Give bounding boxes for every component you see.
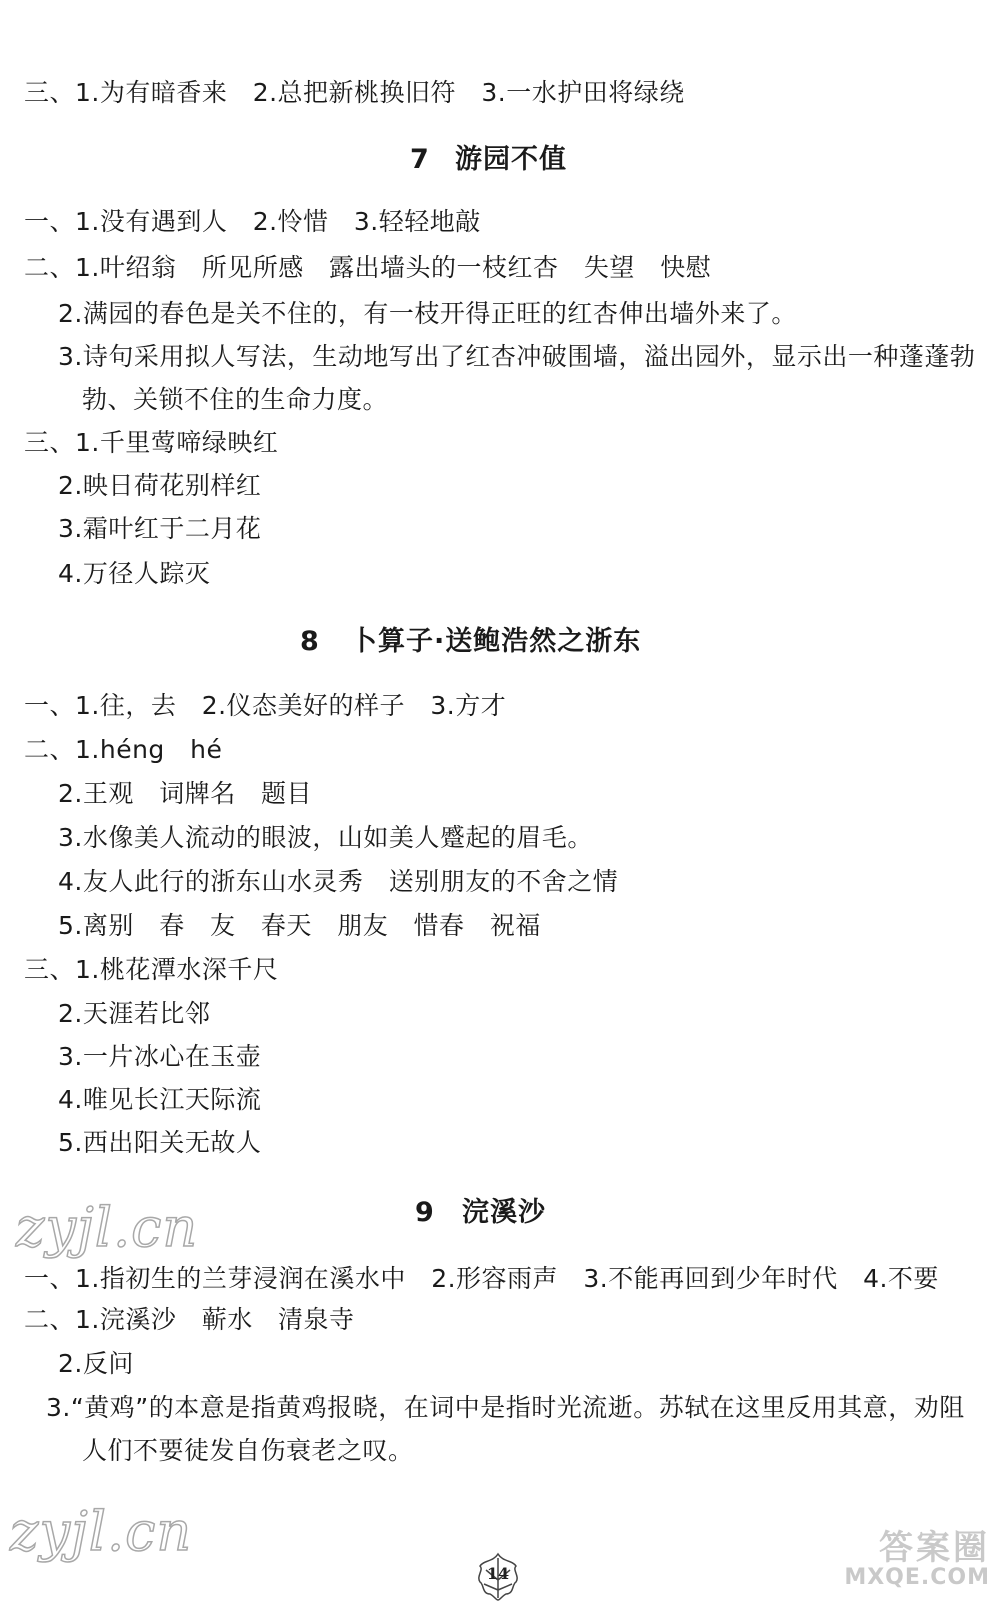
answer-line: 2.满园的春色是关不住的，有一枝开得正旺的红杏伸出墙外来了。 <box>58 299 797 328</box>
answer-line: 二、1.叶绍翁 所见所感 露出墙头的一枝红杏 失望 快慰 <box>24 253 712 282</box>
section-number: 7 <box>410 144 430 175</box>
answer-line: 2.天涯若比邻 <box>58 999 211 1028</box>
answer-line: 3.“黄鸡”的本意是指黄鸡报晓，在词中是指时光流逝。苏轼在这里反用其意，劝阻 <box>46 1393 965 1422</box>
page-number-badge <box>472 1550 524 1602</box>
watermark-text: zyjl.cn <box>10 1500 193 1563</box>
answer-line: 3.霜叶红于二月花 <box>58 514 262 543</box>
answer-line: 5.离别 春 友 春天 朋友 惜春 祝福 <box>58 911 541 940</box>
section-title: 游园不值 <box>455 144 567 175</box>
answer-line: 勃、关锁不住的生命力度。 <box>82 385 389 414</box>
answer-line: 三、1.千里莺啼绿映红 <box>24 428 279 457</box>
answer-line: 人们不要徒发自伤衰老之叹。 <box>82 1436 414 1465</box>
answer-line: 2.映日荷花别样红 <box>58 471 262 500</box>
answer-line: 2.反问 <box>58 1349 134 1378</box>
answer-line: 3.一片冰心在玉壶 <box>58 1042 262 1071</box>
answer-line: 一、1.没有遇到人 2.怜惜 3.轻轻地敲 <box>24 207 481 236</box>
answer-line: 3.水像美人流动的眼波，山如美人蹙起的眉毛。 <box>58 823 593 852</box>
answer-line: 4.友人此行的浙东山水灵秀 送别朋友的不舍之情 <box>58 867 619 896</box>
section-title: 卜算子·送鲍浩然之浙东 <box>350 626 642 657</box>
answer-line: 二、1.héng hé <box>24 735 223 764</box>
section-number: 8 <box>300 626 320 657</box>
answer-line: 三、1.为有暗香来 2.总把新桃换旧符 3.一水护田将绿绕 <box>24 78 685 107</box>
answer-line: 3.诗句采用拟人写法，生动地写出了红杏冲破围墙，溢出园外，显示出一种蓬蓬勃 <box>58 342 976 371</box>
answer-line: 2.王观 词牌名 题目 <box>58 779 313 808</box>
section-number: 9 <box>415 1197 435 1228</box>
page-number: 14 <box>486 1564 510 1583</box>
answer-line: 4.唯见长江天际流 <box>58 1085 262 1114</box>
answer-line: 二、1.浣溪沙 蕲水 清泉寺 <box>24 1305 355 1334</box>
section-title: 浣溪沙 <box>462 1197 546 1228</box>
answer-line: 4.万径人踪灭 <box>58 559 211 588</box>
answer-line: 5.西出阳关无故人 <box>58 1128 262 1157</box>
watermark-logo-text: 答案圈 <box>879 1528 990 1568</box>
answer-line: 三、1.桃花潭水深千尺 <box>24 955 279 984</box>
watermark-logo <box>844 1530 990 1590</box>
watermark-text: zyjl.cn <box>16 1196 199 1259</box>
answer-line: 一、1.指初生的兰芽浸润在溪水中 2.形容雨声 3.不能再回到少年时代 4.不要 <box>24 1264 939 1293</box>
answer-line: 一、1.往，去 2.仪态美好的样子 3.方才 <box>24 691 507 720</box>
watermark-logo-url: MXQE.COM <box>844 1565 990 1590</box>
